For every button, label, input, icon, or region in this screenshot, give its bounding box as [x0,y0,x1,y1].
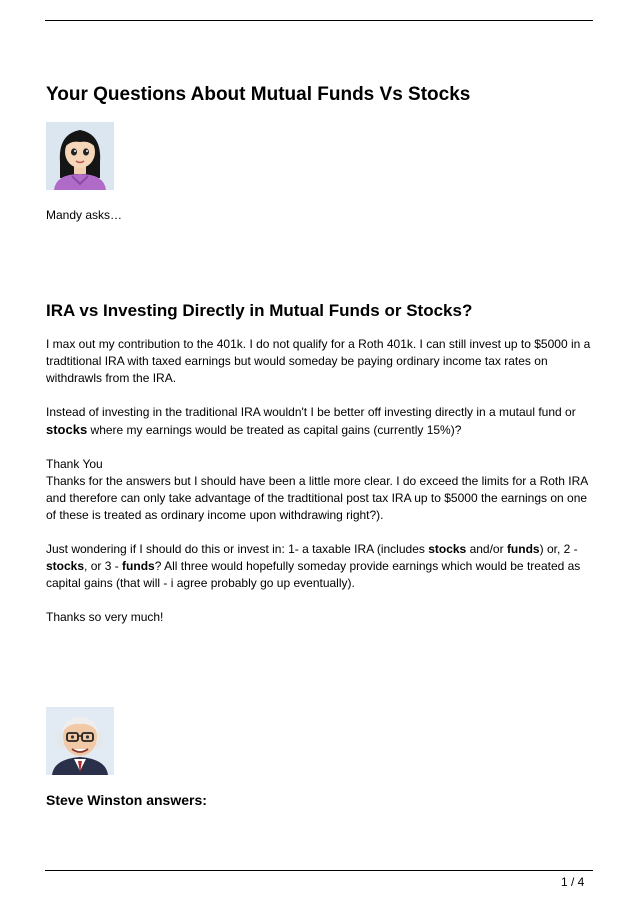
paragraph-text: ? All three would hopefully someday provide earnings which would be treated as capital gains (that will - i agree probably go up eventually). [46,559,581,590]
keyword-funds: funds [122,559,155,573]
paragraph-text: ) or, 2 - [539,542,578,556]
question-paragraph-3: Thanks for the answers but I should have been a little more clear. I do exceed the limits for a Roth IRA and therefore can only take advantage of the tradtitional post tax IRA up to $5000 the earnings on one of these is treated as ordinary income upon withdrawing right?). [46,474,588,522]
page-title: Your Questions About Mutual Funds Vs Stocks [46,84,471,105]
question-paragraph-1: I max out my contribution to the 401k. I do not qualify for a Roth 401k. I can still invest up to $5000 in a tradtitional IRA with taxed earnings but would someday be paying ordinary income tax rates on withdrawls from the IRA. [46,337,591,385]
question-paragraph-4 [46,541,594,592]
thank-you-line: Thank You [46,457,103,471]
answerer-name: Steve Winston answers: [46,792,207,808]
question-paragraph-2 [46,404,594,439]
page-number: 1 / 4 [561,875,585,889]
paragraph-text: where my earnings would be treated as capital gains (currently 15%)? [87,423,462,437]
answerer-avatar [46,707,114,775]
paragraph-text: Just wondering if I should do this or invest in: 1- a taxable IRA (includes [46,542,429,556]
keyword-stocks: stocks [428,542,467,556]
paragraph-text: Instead of investing in the traditional IRA wouldn't I be better off investing directly in a mutaul fund or [46,405,576,419]
keyword-stocks: stocks [46,559,85,573]
keyword-funds: funds [506,542,540,556]
header-rule [45,20,593,21]
question-paragraph-5: Thanks so very much! [46,610,164,624]
asker-avatar [46,122,114,190]
question-body [46,336,594,643]
footer-rule [45,870,593,871]
paragraph-text: , or 3 - [84,559,123,573]
question-title: IRA vs Investing Directly in Mutual Funds or Stocks? [46,301,473,320]
paragraph-text: and/or [466,542,507,556]
keyword-stocks: stocks [46,422,88,437]
asker-name: Mandy asks… [46,208,123,222]
